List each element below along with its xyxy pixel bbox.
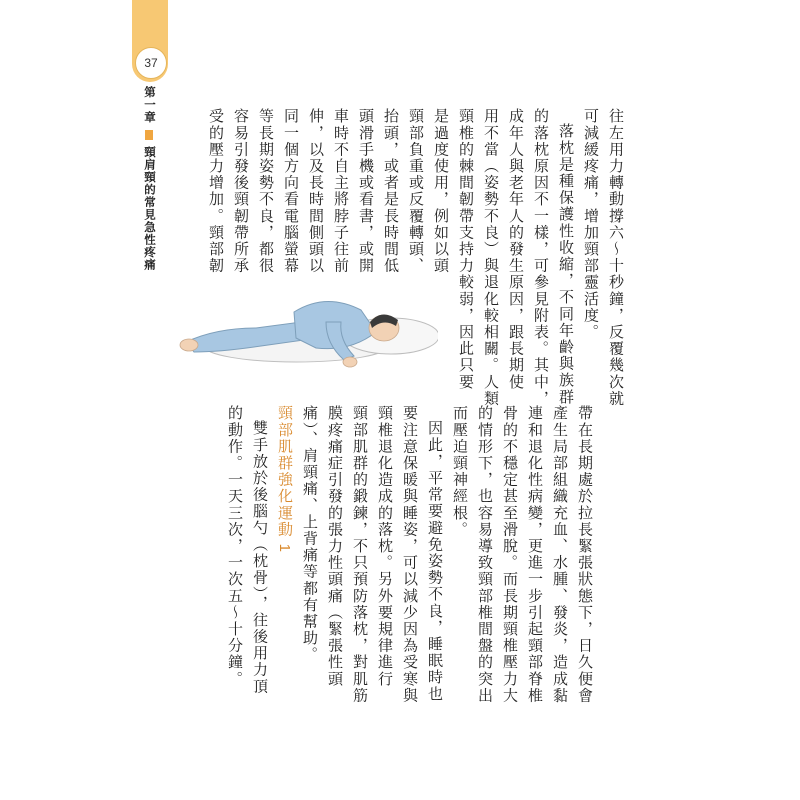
text-line: 的落枕原因不一樣，可參見附表。其中， — [532, 108, 550, 407]
chapter-title: 頸肩頸的常見急性疼痛 — [143, 145, 155, 271]
text-line: 膜疼痛症引發的張力性頭痛（緊張性頭 — [326, 405, 344, 688]
text-line: 同一個方向看電腦螢幕 — [282, 108, 300, 274]
text-line: 受的壓力增加。頸部韌 — [207, 108, 225, 274]
upper-text-block — [203, 108, 628, 407]
text-line: 等長期姿勢不良，都很 — [257, 108, 275, 274]
text-line: 往左用力轉動撐六～十秒鐘，反覆幾次就 — [607, 108, 625, 407]
text-line: 連和退化性病變，更進一步引起頸部脊椎 — [526, 405, 544, 704]
exercise-subheading: 頸部肌群強化運動 1 — [276, 405, 293, 554]
text-line: 頸部肌群的鍛鍊，不只預防落枕，對肌筋 — [351, 405, 369, 704]
text-line: 頭滑手機或看書，或開 — [357, 108, 375, 274]
text-line: 而壓迫頸神經根。 — [451, 405, 469, 538]
text-line: 要注意保暖與睡姿，可以減少因為受寒與 — [401, 405, 419, 704]
running-header — [138, 86, 160, 271]
text-line: 伸，以及長時間側頭以 — [307, 108, 325, 274]
text-line: 抬頭，或者是長時間低 — [382, 108, 400, 274]
text-line: 的動作。一天三次，一次五～十分鐘。 — [226, 405, 244, 688]
text-line: 產生局部組織充血、水腫、發炎，造成黏 — [551, 405, 569, 704]
text-line: 的情形下，也容易導致頸部椎間盤的突出 — [476, 405, 494, 704]
feet — [180, 339, 198, 351]
text-line: 成年人與老年人的發生原因，跟長期使 — [507, 108, 525, 391]
text-line: 落枕是種保護性收縮，不同年齡與族群 — [557, 123, 575, 406]
text-line: 容易引發後頸韌帶所承 — [232, 108, 250, 274]
chapter-label: 第一章 — [143, 86, 155, 124]
text-line: 是過度使用，例如以頭 — [432, 108, 450, 274]
lower-text-block — [222, 405, 597, 704]
text-line: 骨的不穩定甚至滑脫。而長期頸椎壓力大 — [501, 405, 519, 704]
text-line: 可減緩疼痛，增加頸部靈活度。 — [582, 108, 600, 341]
text-line: 雙手放於後腦勺（枕骨），往後用力頂 — [251, 420, 269, 695]
text-line: 用不當（姿勢不良）與退化較相關。人類 — [482, 108, 500, 407]
text-line: 帶在長期處於拉長緊張狀態下，日久便會 — [576, 405, 594, 704]
hand — [343, 357, 357, 367]
text-line: 因此，平常要避免姿勢不良，睡眠時也 — [426, 420, 444, 703]
text-line: 頸椎的棘間韌帶支持力較弱，因此只要 — [457, 108, 475, 391]
chapter-separator — [145, 130, 153, 140]
text-line: 痛）、肩頸痛、上背痛等都有幫助。 — [301, 405, 319, 664]
text-line: 頸部負重或反覆轉頭、 — [407, 108, 425, 274]
page-number: 37 — [135, 47, 167, 79]
text-line: 車時不自主將脖子往前 — [332, 108, 350, 274]
sleeping-person-illustration — [176, 282, 438, 378]
text-line: 頸椎退化造成的落枕。另外要規律進行 — [376, 405, 394, 688]
